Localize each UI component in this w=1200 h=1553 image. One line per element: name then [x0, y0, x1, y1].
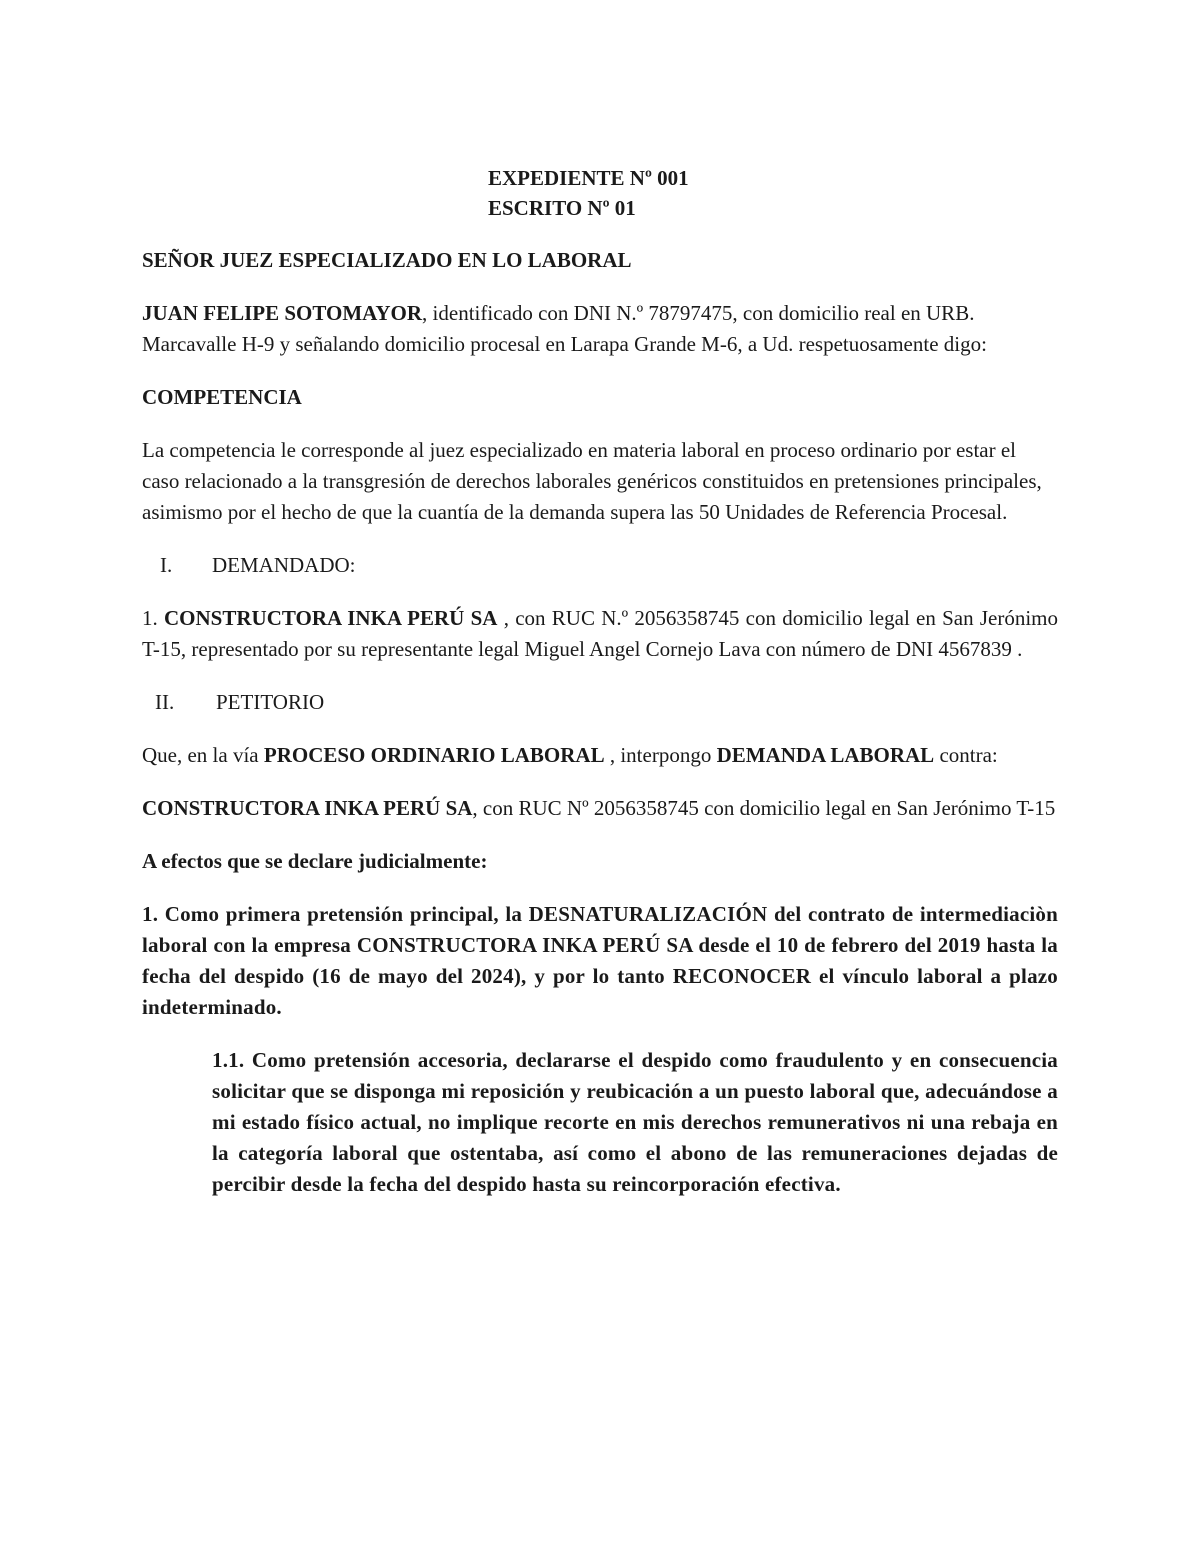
- claim-1-1: 1.1. Como pretensión accesoria, declararse el despido como fraudulento y en consecuencia solicitar que se disponga mi reposición y reubicación a un puesto laboral que, adecuándose a mi estado físico actual, no implique recorte en mis derechos remunerativos ni una rebaja en la categoría laboral que ostentaba, así como el abono de las remuneraciones dejadas de percibir desde la fecha del despido hasta su reincorporación efectiva.: [212, 1048, 1058, 1196]
- petitorio-text-1: Que, en la vía: [142, 743, 264, 767]
- plaintiff-name: JUAN FELIPE SOTOMAYOR: [142, 301, 423, 325]
- case-header: [488, 163, 1058, 223]
- petitorio-heading: [142, 687, 1058, 718]
- demandado-company: CONSTRUCTORA INKA PERÚ SA: [164, 606, 498, 630]
- demandado-item-number: 1.: [142, 606, 165, 630]
- competencia-title: COMPETENCIA: [142, 385, 302, 409]
- claims-heading: A efectos que se declare judicialmente:: [142, 849, 488, 873]
- petitorio-text-2: , interpongo: [604, 743, 717, 767]
- defendant-paragraph: [142, 793, 1058, 824]
- defendant-company: CONSTRUCTORA INKA PERÚ SA: [142, 796, 473, 820]
- escrito-number: ESCRITO Nº 01: [488, 196, 636, 220]
- petitorio-demand: DEMANDA LABORAL: [716, 743, 935, 767]
- petitorio-text-3: contra:: [934, 743, 998, 767]
- expediente-number: EXPEDIENTE Nº 001: [488, 166, 689, 190]
- demandado-numeral: I.: [160, 553, 173, 577]
- petitorio-paragraph: [142, 740, 1058, 771]
- intro-paragraph: [142, 298, 1058, 360]
- petitorio-process: PROCESO ORDINARIO LABORAL: [263, 743, 605, 767]
- addressee: SEÑOR JUEZ ESPECIALIZADO EN LO LABORAL: [142, 248, 632, 272]
- demandado-paragraph: [142, 603, 1058, 665]
- petitorio-title: PETITORIO: [216, 690, 325, 714]
- intro-text: , identificado con DNI N.º 78797475, con domicilio real en URB. Marcavalle H-9 y señalando domicilio procesal en Larapa Grande M-6, a Ud. respetuosamente digo:: [142, 301, 987, 356]
- demandado-title: DEMANDADO:: [212, 553, 356, 577]
- claim-1: 1. Como primera pretensión principal, la DESNATURALIZACIÓN del contrato de intermediaciòn laboral con la empresa CONSTRUCTORA INKA PERÚ SA desde el 10 de febrero del 2019 hasta la fecha del despido (16 de mayo del 2024), y por lo tanto RECONOCER el vínculo laboral a plazo indeterminado.: [142, 902, 1058, 1019]
- demandado-text: , con RUC N.º 2056358745 con domicilio legal en San Jerónimo T-15, representado por su representante legal Miguel Angel Cornejo Lava con número de DNI 4567839 .: [142, 606, 1059, 661]
- competencia-paragraph: La competencia le corresponde al juez especializado en materia laboral en proceso ordinario por estar el caso relacionado a la transgresión de derechos laborales genéricos constituidos en pretensiones principales, asimismo por el hecho de que la cuantía de la demanda supera las 50 Unidades de Referencia Procesal.: [142, 438, 1042, 524]
- petitorio-numeral: II.: [155, 690, 175, 714]
- demandado-heading: [142, 550, 1058, 581]
- defendant-text: , con RUC Nº 2056358745 con domicilio legal en San Jerónimo T-15: [472, 796, 1056, 820]
